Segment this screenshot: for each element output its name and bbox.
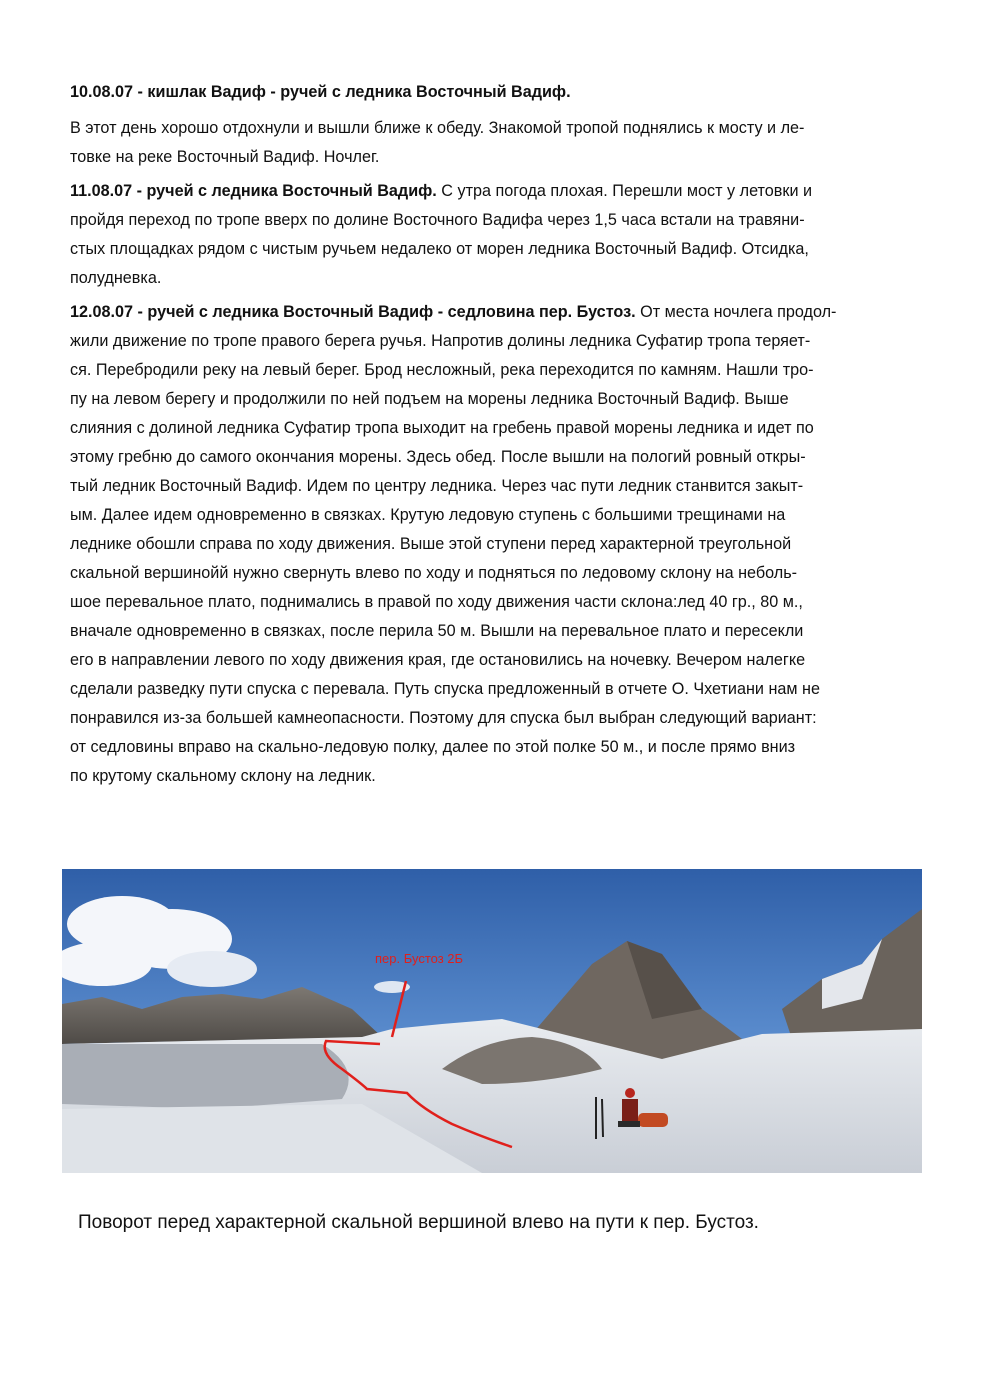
text-line: сделали разведку пути спуска с перевала. Путь спуска предложенный в отчете О. Чхетиани нам не bbox=[70, 680, 820, 698]
pass-annotation-label: пер. Бустоз 2Б bbox=[375, 951, 464, 966]
report-text bbox=[70, 78, 922, 796]
text-line: по крутому скальному склону на ледник. bbox=[70, 767, 376, 785]
day-heading-10-08: 10.08.07 - кишлак Вадиф - ручей с ледника Восточный Вадиф. bbox=[70, 83, 571, 101]
text-line: шое перевальное плато, поднимались в правой по ходу движения части склона:лед 40 гр., 80 м., bbox=[70, 593, 803, 611]
text-line: В этот день хорошо отдохнули и вышли ближе к обеду. Знакомой тропой поднялись к мосту и ле- bbox=[70, 119, 805, 137]
panorama-photo bbox=[62, 869, 922, 1173]
text-line: понравился из-за большей камнеопасности. Поэтому для спуска был выбран следующий вариант: bbox=[70, 709, 817, 727]
text-line: пу на левом берегу и продолжили по ней подъем на морены ледника Восточный Вадиф. Выше bbox=[70, 390, 789, 408]
text-line: пройдя переход по тропе вверх по долине Восточного Вадифа через 1,5 часа встали на травяни- bbox=[70, 211, 805, 229]
day-paragraph-11-08 bbox=[70, 177, 922, 293]
text-line: полудневка. bbox=[70, 269, 162, 287]
text-line: слияния с долиной ледника Суфатир тропа выходит на гребень правой морены ледника и идет по bbox=[70, 419, 814, 437]
text-line: стых площадках рядом с чистым ручьем недалеко от морен ледника Восточный Вадиф. Отсидка, bbox=[70, 240, 809, 258]
text-line: жили движение по тропе правого берега ручья. Напротив долины ледника Суфатир тропа теряет- bbox=[70, 332, 811, 350]
text-line: вначале одновременно в связках, после перила 50 м. Вышли на перевальное плато и пересекли bbox=[70, 622, 804, 640]
day-paragraph-12-08 bbox=[70, 298, 922, 791]
text-line: От места ночлега продол- bbox=[635, 303, 837, 321]
text-line: этому гребню до самого окончания морены. Здесь обед. После вышли на пологий ровный откры- bbox=[70, 448, 806, 466]
text-line: тый ледник Восточный Вадиф. Идем по центру ледника. Через час пути ледник станвится закыт- bbox=[70, 477, 804, 495]
text-line: скальной вершинойй нужно свернуть влево по ходу и подняться по ледовому склону на неболь- bbox=[70, 564, 798, 582]
day-heading-11-08: 11.08.07 - ручей с ледника Восточный Вадиф. bbox=[70, 182, 437, 200]
text-line: леднике обошли справа по ходу движения. Выше этой ступени перед характерной треугольной bbox=[70, 535, 792, 553]
text-line: С утра погода плохая. Перешли мост у летовки и bbox=[436, 182, 813, 200]
text-line: его в направлении левого по ходу движения края, где остановились на ночевку. Вечером налегке bbox=[70, 651, 806, 669]
photo-caption: Поворот перед характерной скальной вершиной влево на пути к пер. Бустоз. bbox=[78, 1212, 759, 1233]
text-line: от седловины вправо на скально-ледовую полку, далее по этой полке 50 м., и после прямо вниз bbox=[70, 738, 796, 756]
text-line: товке на реке Восточный Вадиф. Ночлег. bbox=[70, 148, 380, 166]
day-heading-12-08: 12.08.07 - ручей с ледника Восточный Вадиф - седловина пер. Бустоз. bbox=[70, 303, 636, 321]
text-line: ым. Далее идем одновременно в связках. Крутую ледовую ступень с большими трещинами на bbox=[70, 506, 786, 524]
day-paragraph-10-08 bbox=[70, 114, 922, 172]
text-line: ся. Перебродили реку на левый берег. Брод несложный, река переходится по камням. Нашли тро- bbox=[70, 361, 814, 379]
